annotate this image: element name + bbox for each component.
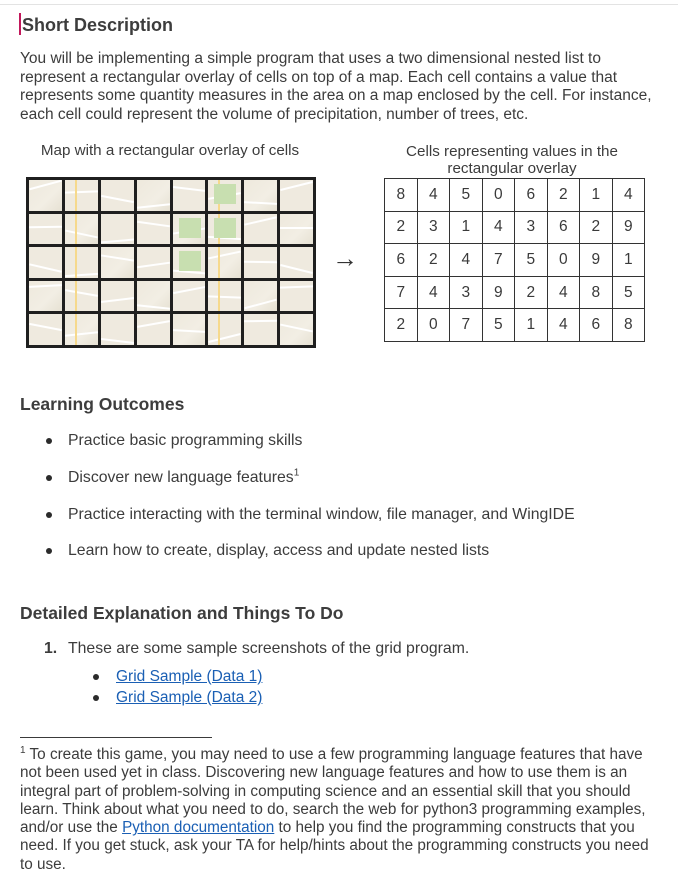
map-cell (29, 180, 62, 211)
table-cell: 6 (547, 211, 580, 244)
table-cell: 1 (515, 309, 548, 342)
table-cell: 4 (547, 276, 580, 309)
map-cell (137, 314, 170, 345)
map-cell (208, 180, 241, 211)
grid-sample-data1-link[interactable]: Grid Sample (Data 1) (116, 668, 263, 685)
map-cell (29, 314, 62, 345)
map-cell (280, 314, 313, 345)
map-cell (173, 214, 206, 245)
map-cell (137, 214, 170, 245)
table-cell: 7 (482, 244, 515, 277)
table-cell: 4 (417, 179, 450, 212)
footnote-marker[interactable]: 1 (293, 467, 300, 479)
map-cell (173, 314, 206, 345)
table-cell: 4 (612, 179, 645, 212)
table-cell: 7 (450, 309, 483, 342)
map-cell (208, 281, 241, 312)
bullet-icon (46, 512, 52, 518)
outcome-text: Practice interacting with the terminal window, file manager, and WingIDE (68, 506, 575, 523)
map-cell (101, 247, 134, 278)
table-cell: 2 (515, 276, 548, 309)
bullet-icon (46, 548, 52, 554)
map-overlay-image (26, 177, 316, 348)
table-row (385, 179, 645, 212)
table-cell: 1 (450, 211, 483, 244)
map-cell (65, 314, 98, 345)
table-cell: 4 (417, 276, 450, 309)
table-cell: 0 (547, 244, 580, 277)
map-cell (137, 281, 170, 312)
map-cell (244, 214, 277, 245)
table-cell: 2 (580, 211, 613, 244)
table-row (385, 211, 645, 244)
table-cell: 2 (417, 244, 450, 277)
footnote-text-after: to help you find the programming constructs that you need. If you get stuck, ask your TA for help/hints about the programming constructs you need to use. (20, 819, 649, 873)
table-cell: 4 (450, 244, 483, 277)
map-cell (29, 281, 62, 312)
map-cell (280, 281, 313, 312)
table-cell: 0 (482, 179, 515, 212)
table-row (385, 244, 645, 277)
map-cell (280, 214, 313, 245)
short-description-text: You will be implementing a simple program that uses a two dimensional nested list to represent a rectangular overlay of cells on top of a map. Each cell contains a value that represents some quantity measures in the area on a map enclosed by the cell. For instance, each cell could represent the volume of precipitation, number of trees, etc. (20, 50, 652, 123)
map-cell (65, 180, 98, 211)
map-cell (244, 281, 277, 312)
map-cell (101, 180, 134, 211)
footnote (20, 746, 650, 874)
outcome-text: Practice basic programming skills (68, 432, 303, 449)
table-cell: 5 (482, 309, 515, 342)
table-cell: 4 (547, 309, 580, 342)
table-cell: 5 (515, 244, 548, 277)
map-cell (208, 247, 241, 278)
bullet-icon (93, 674, 99, 680)
cells-caption: Cells representing values in the rectangular overlay (406, 143, 618, 177)
table-cell: 0 (417, 309, 450, 342)
table-cell: 2 (547, 179, 580, 212)
python-documentation-link[interactable]: Python documentation (122, 819, 275, 837)
table-cell: 8 (612, 309, 645, 342)
cells-value-table (384, 178, 645, 342)
table-row (385, 309, 645, 342)
map-cell (173, 247, 206, 278)
map-cell (29, 214, 62, 245)
outcome-with-footnote (68, 469, 299, 487)
map-cell (244, 247, 277, 278)
table-cell: 9 (482, 276, 515, 309)
table-cell: 1 (612, 244, 645, 277)
learning-outcomes-heading: Learning Outcomes (20, 394, 185, 414)
table-cell: 6 (580, 309, 613, 342)
table-cell: 2 (385, 309, 418, 342)
top-divider (0, 4, 678, 5)
step-text: These are some sample screenshots of the grid program. (68, 640, 470, 657)
table-cell: 8 (385, 179, 418, 212)
map-cell (65, 247, 98, 278)
table-cell: 3 (515, 211, 548, 244)
table-cell: 6 (515, 179, 548, 212)
map-cell (29, 247, 62, 278)
map-cell (173, 180, 206, 211)
table-cell: 9 (612, 211, 645, 244)
table-cell: 3 (450, 276, 483, 309)
table-row (385, 276, 645, 309)
map-cell (208, 214, 241, 245)
table-cell: 2 (385, 211, 418, 244)
map-cell (101, 214, 134, 245)
right-arrow-icon: → (332, 243, 358, 273)
map-cell (137, 247, 170, 278)
table-cell: 3 (417, 211, 450, 244)
table-cell: 7 (385, 276, 418, 309)
footnote-divider (20, 737, 212, 738)
map-cell (244, 180, 277, 211)
map-cell (137, 180, 170, 211)
bullet-icon (46, 438, 52, 444)
table-cell: 8 (580, 276, 613, 309)
table-cell: 1 (580, 179, 613, 212)
map-cell (101, 314, 134, 345)
outcome-text: Discover new language features (68, 469, 294, 486)
map-cell (65, 214, 98, 245)
outcome-text: Learn how to create, display, access and update nested lists (68, 542, 490, 559)
step-number: 1. (44, 640, 58, 657)
map-cell (280, 247, 313, 278)
bullet-icon (93, 695, 99, 701)
map-cell (280, 180, 313, 211)
table-cell: 5 (612, 276, 645, 309)
map-caption: Map with a rectangular overlay of cells (40, 142, 300, 159)
table-cell: 9 (580, 244, 613, 277)
grid-sample-data2-link[interactable]: Grid Sample (Data 2) (116, 689, 263, 706)
map-cell (101, 281, 134, 312)
map-cell (244, 314, 277, 345)
text-cursor (19, 13, 21, 35)
map-cell (65, 281, 98, 312)
map-cell (173, 281, 206, 312)
table-cell: 5 (450, 179, 483, 212)
short-description-heading: Short Description (22, 15, 174, 35)
footnote-text-before: To create this game, you may need to use a few programming language features that have not been used yet in class. Discovering new language features and how to use them is an integral part of problem-solving in computing science and an essential skill that you should learn. Think about what you need to do, search the web for python3 programming examples, and/or use the (20, 746, 646, 837)
table-cell: 6 (385, 244, 418, 277)
map-cell (208, 314, 241, 345)
table-cell: 4 (482, 211, 515, 244)
bullet-icon (46, 475, 52, 481)
detailed-explanation-heading: Detailed Explanation and Things To Do (20, 603, 344, 623)
footnote-number: 1 (20, 744, 26, 756)
